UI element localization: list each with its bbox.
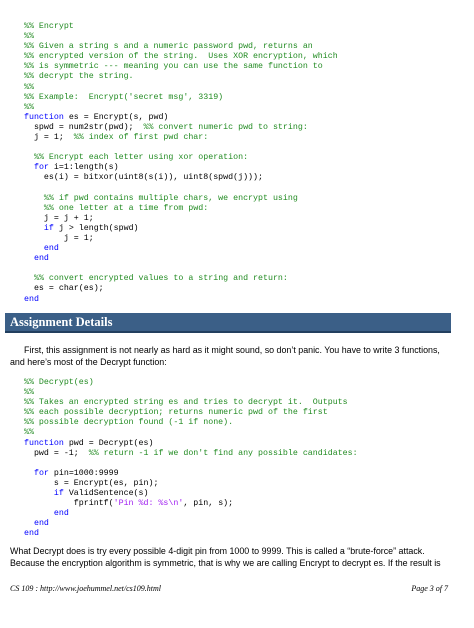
code-line: pwd = -1; %% return -1 if we don't find any possible candidates:: [24, 448, 358, 458]
code-line: %% decrypt the string.: [24, 72, 134, 82]
code-line: %% Given a string s and a numeric password pwd, returns an: [24, 42, 313, 52]
code-line: s = Encrypt(es, pin);: [24, 478, 159, 488]
code-line: %% Encrypt: [24, 22, 74, 31]
code-line: end: [24, 529, 39, 539]
code-line: es = char(es);: [24, 284, 104, 294]
code-line: es(i) = bitxor(uint8(s(i)), uint8(spwd(j)));: [24, 173, 263, 183]
paragraph-intro: [10, 344, 454, 368]
paragraph-line: Because the encryption algorithm is symmetric, that is why we are calling Encrypt to decrypt es. If the result is: [10, 558, 441, 568]
code-line: end: [43, 244, 59, 254]
code-block-decrypt: [24, 378, 358, 540]
code-line: %%: [24, 388, 34, 398]
code-line: %% each possible decryption; returns numeric pwd of the first: [24, 408, 328, 418]
code-line: %% Decrypt(es): [24, 378, 94, 387]
footer-course-link[interactable]: CS 109 : http://www.joehummel.net/cs109.html: [10, 584, 161, 593]
code-line: %% one letter at a time from pwd:: [43, 203, 209, 213]
code-line: if ValidSentence(s): [53, 489, 149, 499]
code-line: fprintf('Pin %d: %s\n', pin, s);: [24, 499, 234, 509]
code-line: %%: [24, 102, 34, 112]
code-line: function es = Encrypt(s, pwd): [24, 112, 169, 122]
code-line: %% possible decryption found (-1 if none).: [24, 418, 234, 428]
code-line: %%: [24, 82, 34, 92]
code-line: end: [33, 254, 49, 264]
code-line: [24, 264, 338, 274]
paragraph-line: First, this assignment is not nearly as hard as it might sound, so don’t panic. You have to write 3 functions,: [24, 345, 440, 355]
code-line: spwd = num2str(pwd); %% convert numeric pwd to string:: [24, 122, 308, 132]
section-title: Assignment Details: [10, 315, 113, 329]
code-line: [24, 184, 338, 194]
code-line: if j > length(spwd): [43, 223, 139, 233]
paragraph-brute-force: [10, 545, 454, 569]
code-line: [24, 143, 338, 153]
code-line: [24, 459, 358, 469]
page-footer: [10, 584, 448, 593]
section-header-bar: [5, 313, 451, 333]
code-line: %% Encrypt each letter using xor operation:: [33, 153, 249, 163]
code-line: %% Example: Encrypt('secret msg', 3319): [24, 92, 224, 102]
paragraph-line: and here’s most of the Decrypt function:: [10, 357, 167, 367]
code-line: for pin=1000:9999: [33, 468, 119, 478]
code-block-encrypt: [24, 22, 338, 305]
code-line: %% encrypted version of the string. Uses XOR encryption, which: [24, 52, 338, 62]
code-line: end: [53, 509, 69, 519]
code-line: %%: [24, 32, 34, 42]
code-line: %% convert encrypted values to a string and return:: [33, 274, 288, 284]
code-line: j = j + 1;: [24, 213, 94, 223]
code-line: for i=1:length(s): [33, 163, 119, 173]
code-line: j = 1;: [24, 233, 94, 243]
code-line: end: [33, 519, 49, 529]
page-number: Page 3 of 7: [411, 584, 448, 593]
paragraph-line: What Decrypt does is try every possible 4-digit pin from 1000 to 9999. This is called a “brute-force” attack.: [10, 546, 425, 556]
code-line: %% is symmetric --- meaning you can use the same function to: [24, 62, 323, 72]
code-line: %%: [24, 428, 34, 438]
code-line: %% if pwd contains multiple chars, we encrypt using: [43, 193, 298, 203]
code-line: %% Takes an encrypted string es and tries to decrypt it. Outputs: [24, 398, 348, 408]
code-line: end: [24, 294, 39, 304]
code-line: j = 1; %% index of first pwd char:: [24, 133, 209, 143]
code-line: function pwd = Decrypt(es): [24, 438, 154, 448]
